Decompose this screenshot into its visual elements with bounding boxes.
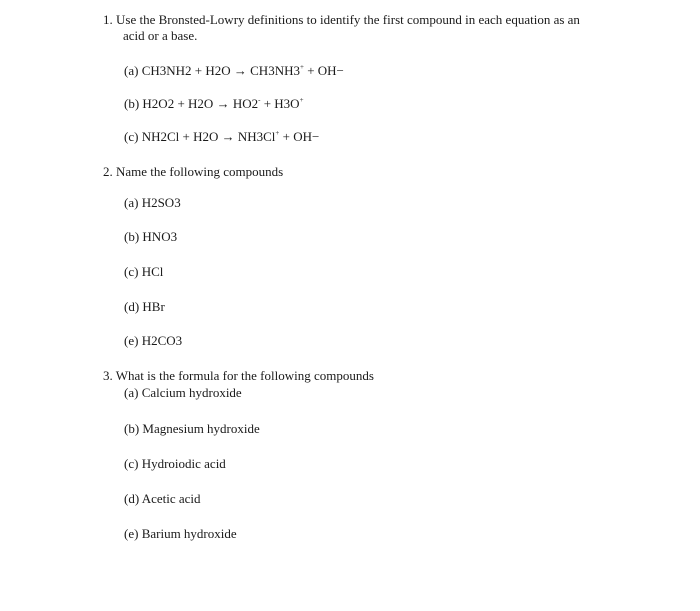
question-1-number: 1.	[103, 12, 113, 27]
item-label: (c)	[124, 264, 139, 279]
question-3-item-e	[124, 526, 237, 542]
product-1: CH3NH3	[250, 63, 300, 78]
product-2-charge: +	[299, 96, 304, 104]
plus-sign: +	[260, 96, 275, 111]
question-2-item-b	[124, 229, 177, 245]
question-1-text-continued: acid or a base.	[123, 28, 198, 43]
product-2: OH−	[293, 129, 320, 144]
compound-name: Magnesium hydroxide	[142, 421, 260, 436]
item-label: (a)	[124, 195, 139, 210]
product-2: OH−	[317, 63, 344, 78]
question-3-number: 3.	[103, 368, 113, 383]
item-label: (d)	[124, 299, 140, 314]
reaction-arrow: →	[216, 96, 230, 111]
item-label: (b)	[124, 421, 140, 436]
reaction-arrow: →	[233, 63, 247, 78]
question-2-item-a	[124, 195, 181, 211]
item-label: (a)	[124, 63, 139, 78]
question-1-item-a	[124, 63, 344, 79]
product-1-charge: +	[299, 63, 304, 71]
compound-name: Acetic acid	[141, 491, 201, 506]
compound-formula: H2SO3	[141, 195, 181, 210]
product-1: NH3Cl	[237, 129, 276, 144]
reaction-arrow: →	[221, 129, 235, 144]
compound-name: Calcium hydroxide	[141, 385, 242, 400]
question-1-line-2	[123, 28, 197, 44]
question-1-item-b	[124, 96, 304, 112]
item-label: (e)	[124, 333, 139, 348]
product-1-charge: -	[258, 96, 261, 104]
question-2-item-c	[124, 264, 163, 280]
question-2-number: 2.	[103, 164, 113, 179]
question-1-item-c	[124, 129, 319, 145]
equation-reactants: CH3NH2 + H2O	[141, 63, 231, 78]
item-label: (a)	[124, 385, 139, 400]
question-2-item-d	[124, 299, 165, 315]
item-label: (e)	[124, 526, 139, 541]
compound-formula: HNO3	[142, 229, 178, 244]
item-label: (b)	[124, 96, 140, 111]
compound-name: Hydroiodic acid	[141, 456, 226, 471]
product-2: H3O	[274, 96, 300, 111]
question-3	[103, 368, 374, 384]
question-3-item-c	[124, 456, 226, 472]
product-1: HO2	[232, 96, 259, 111]
question-1-text: Use the Bronsted-Lowry definitions to identify the first compound in each equation as an	[116, 12, 580, 27]
item-label: (c)	[124, 456, 139, 471]
item-label: (c)	[124, 129, 139, 144]
question-1-line-1	[103, 12, 580, 28]
question-3-item-b	[124, 421, 260, 437]
equation-reactants: H2O2 + H2O	[142, 96, 214, 111]
question-3-text: What is the formula for the following compounds	[115, 368, 374, 383]
product-1-charge: +	[275, 129, 280, 137]
plus-sign: +	[279, 129, 294, 144]
item-label: (b)	[124, 229, 140, 244]
compound-name: Barium hydroxide	[141, 526, 237, 541]
plus-sign: +	[303, 63, 318, 78]
compound-formula: HCl	[141, 264, 164, 279]
compound-formula: HBr	[142, 299, 165, 314]
item-label: (d)	[124, 491, 140, 506]
compound-formula: H2CO3	[141, 333, 183, 348]
question-3-item-a	[124, 385, 242, 401]
question-2	[103, 164, 283, 180]
question-3-item-d	[124, 491, 201, 507]
question-2-item-e	[124, 333, 182, 349]
question-2-text: Name the following compounds	[116, 164, 284, 179]
equation-reactants: NH2Cl + H2O	[141, 129, 219, 144]
